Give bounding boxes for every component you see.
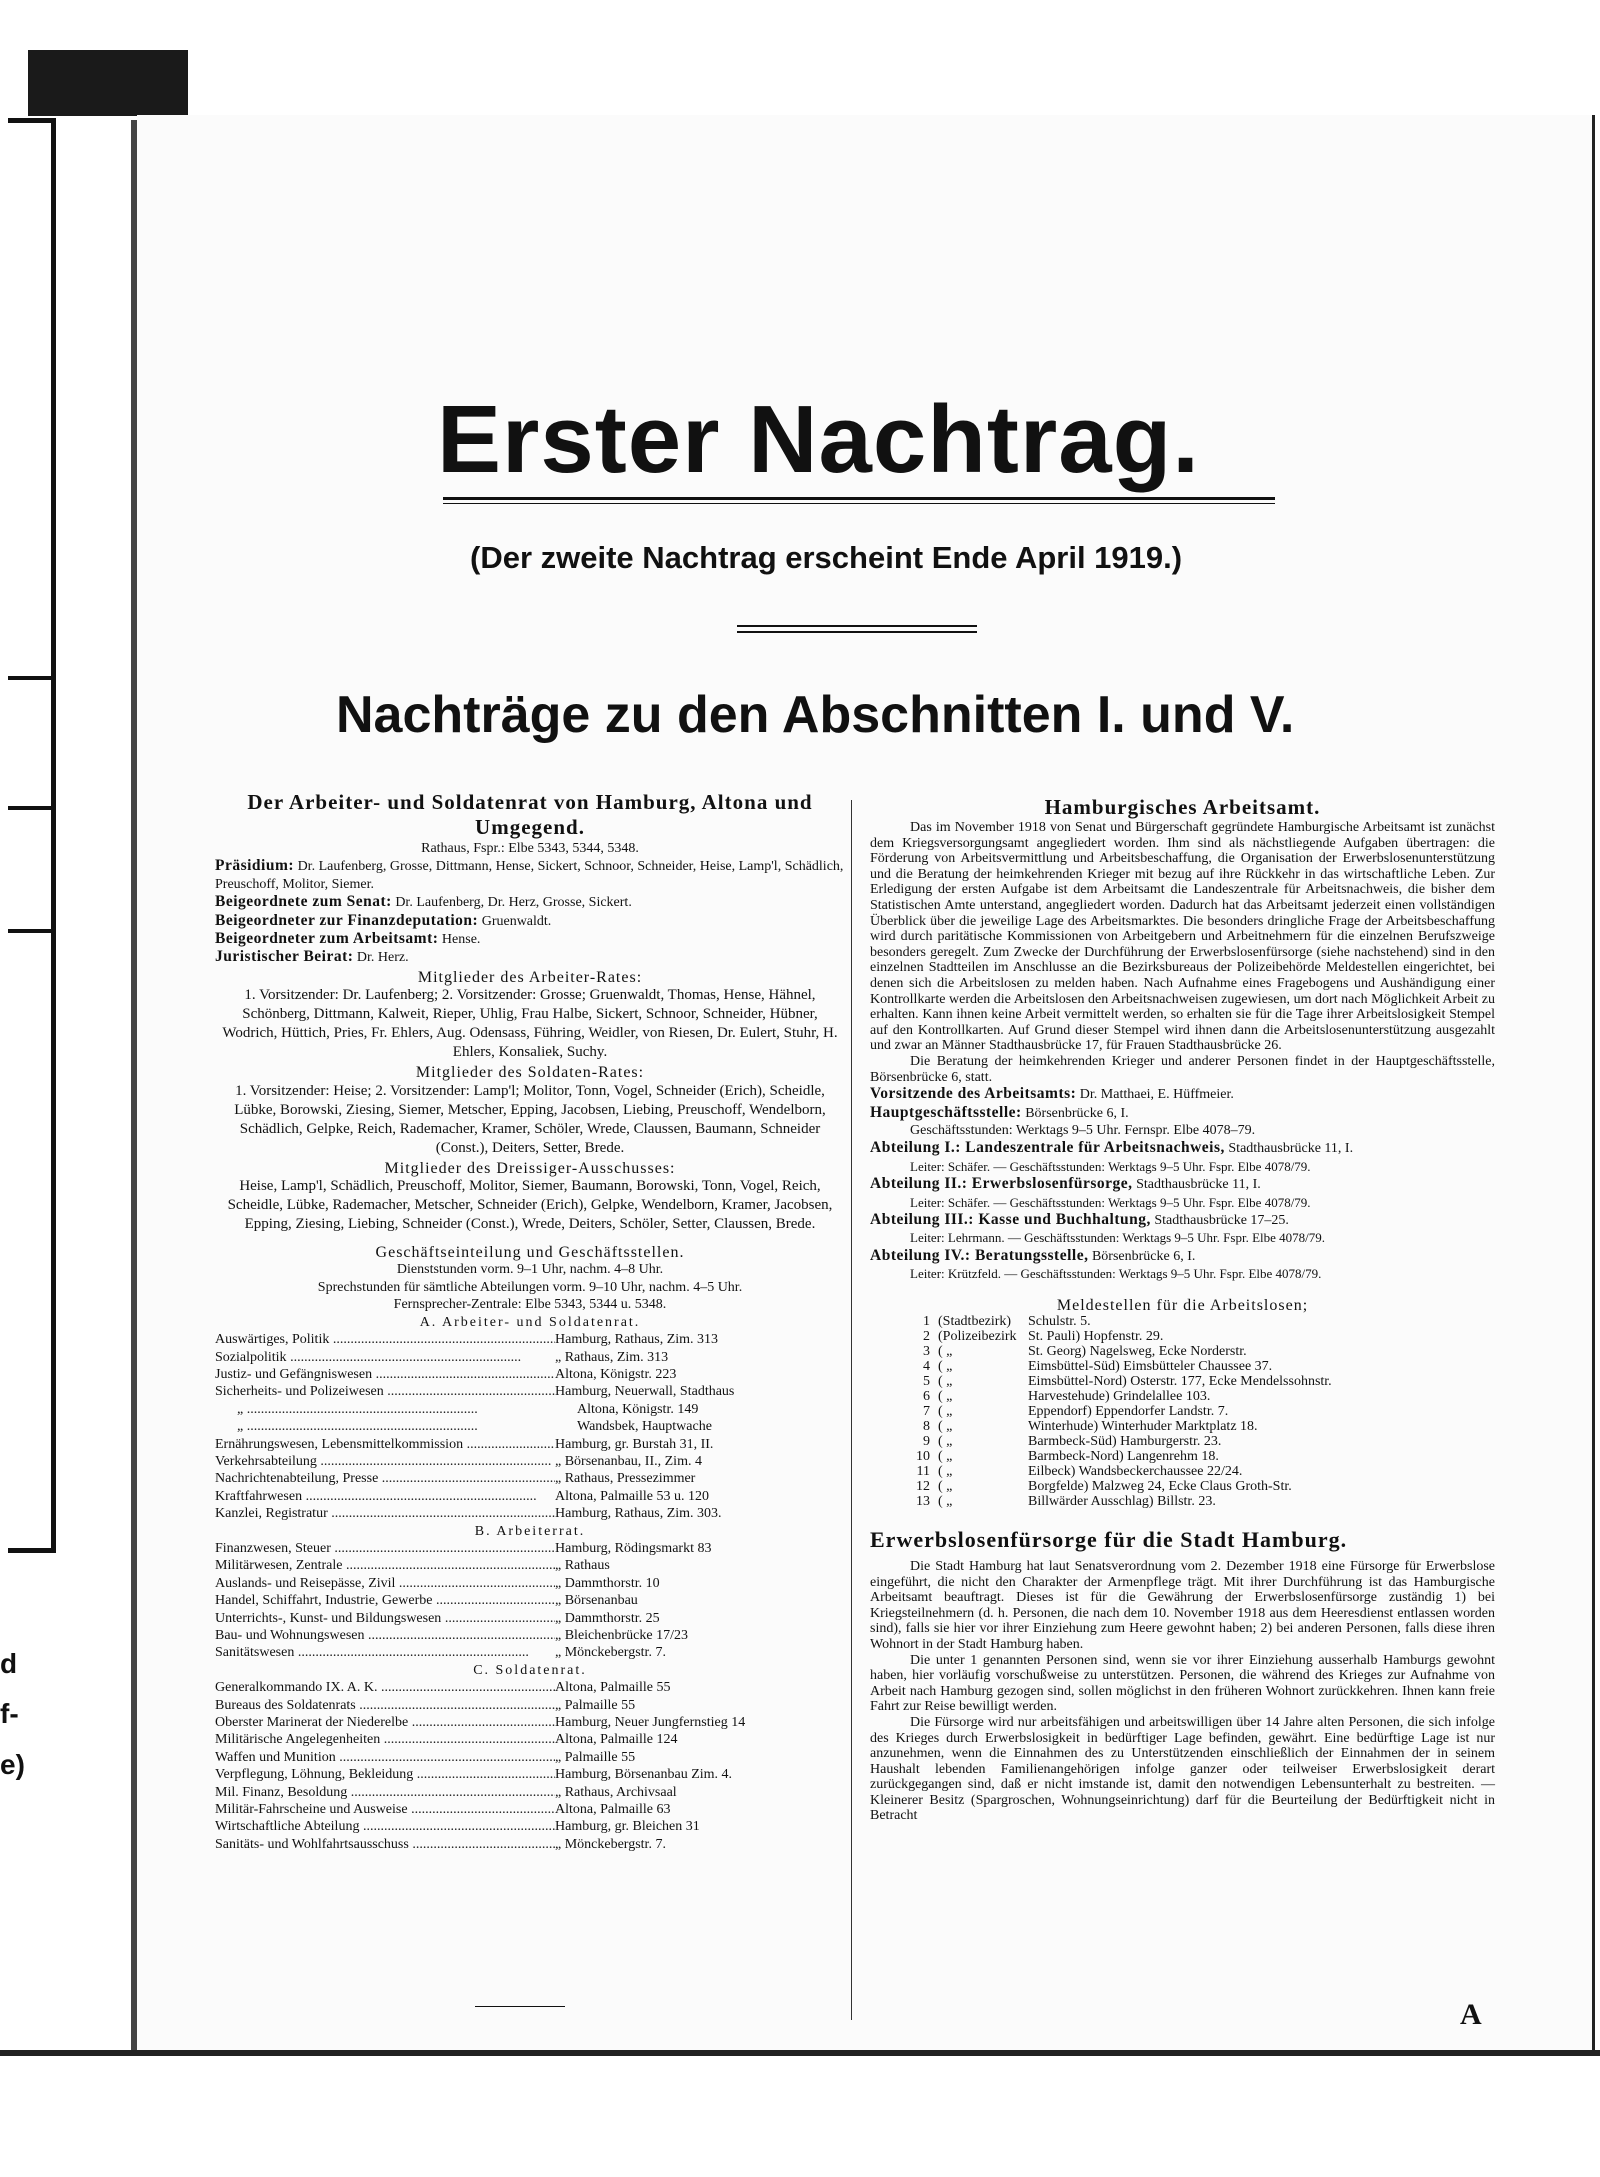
list-item: 4 ( „ Eimsbüttel-Süd) Eimsbütteler Chaussee 37. [923,1358,1273,1374]
section-b-title: B. Arbeiterrat. [474,1523,586,1539]
arbeitsamt-intro: Das im November 1918 von Senat und Bürgerschaft gegründete Hamburgische Arbeitsamt ist zunächst dem Kriegsversorgungsamt angegliedert worden. Ihm sind als nächstliegende Aufgaben übertragen: die Förderung von Arbeitsvermittlung und Arbeitsbeschaffung, die Organisation der Erwerbslosenunterstützung und die Beratung der heimkehrenden Krieger mit bezug auf ihre Rückkehr in das wirtschaftliche Leben. Zur Erledigung der ersten Aufgabe ist dem Arbeitsamt die Landeszentrale für Arbeitsnachweis, die bisher dem Statistischen Amte unterstand, angegliedert worden. Dadurch hat das Arbeitsamt jederzeit einen vollständigen Überblick über die jeweilige Lage des Arbeitsmarktes. Die besonders dringliche Frage der Arbeitsbeschaffung wird durch paritätische Kommissionen von Arbeitgebern und Arbeitnehmern für die einzelnen Berufszweige besonders geregelt. Zum Zwecke der Durchführung der Erwerbslosenfürsorge (siehe nachstehend) sind in den einzelnen Stadtteilen im Anschlusse an die Bezirksbureaus der Polizeibehörde Meldestellen eingerichtet, bei denen sich die Arbeitslosen zu melden haben. Nach Aufnahme eines Fragebogens und Aushändigung einer Kontrollkarte werden die Arbeitslosen den Arbeitsnachweisen zugewiesen, um dort nach Möglichkeit Arbeit zu erhalten. Kann ihnen keine Arbeit vermittelt werden, so erhalten sie für die Tage ihrer Arbeitslosigkeit Stempel auf den Kontrollkarten. Auf Grund dieser Stempel wird ihnen dann die Arbeitslosenunterstützung ausgezahlt und zwar an Männer Stadthausbrücke 17, für Frauen Stadthausbrücke 26. [870,820,1495,1054]
table-row: Verpflegung, Löhnung, Bekleidung ..... Hamburg, Börsenanbau Zim. 4. [215,1766,845,1783]
role-entry: Beigeordneter zum Arbeitsamt: Hense. [215,930,481,948]
left-page-mark: d [0,1648,18,1679]
section-title: Nachträge zu den Abschnitten I. und V. [336,686,1295,744]
table-row: „ ..... Wandsbek, Hauptwache [215,1418,845,1435]
table-row: Auswärtiges, Politik ..... Hamburg, Rathaus, Zim. 313 [215,1331,845,1348]
dreissiger-members: Heise, Lamp'l, Schädlich, Preuschoff, Molitor, Siemer, Baumann, Borowski, Tonn, Vogel, Reich, Scheidle, Lübke, Rademacher, Metscher, Schneider (Erich), Gelpke, Wendelborn, Kramer, Jacobsen, Epping, Ziesing, Liebing, Schneider (Const.), Wrede, Deiters, Schöler, Setter, Claussen, Brede. [227,1178,833,1233]
table-row: Justiz- und Gefängniswesen ..... Altona, Königstr. 223 [215,1366,845,1383]
scan-top-bar [28,50,188,116]
table-row: Bau- und Wohnungswesen ..... „ Bleichenbrücke 17/23 [215,1627,845,1644]
council-address: Rathaus, Fspr.: Elbe 5343, 5344, 5348. [421,841,639,856]
geschaeft-line: Dienststunden vorm. 9–1 Uhr, nachm. 4–8 Uhr. [396,1262,664,1278]
soldatenrat-title: Mitglieder des Soldaten-Rates: [415,1064,645,1082]
title-underline [443,497,1275,504]
left-page-frame [8,118,56,1553]
page-title: Erster Nachtrag. [437,386,1200,493]
arbeitsamt-intro-2: Die Beratung der heimkehrenden Krieger und anderer Personen findet in der Hauptgeschäftsstelle, Börsenbrücke 6, statt. [870,1053,1495,1085]
table-row: Generalkommando IX. A. K. ..... Altona, Palmaille 55 [215,1679,845,1696]
list-item: 10 ( „ Barmbeck-Nord) Langenrehm 18. [916,1448,1219,1464]
table-row: Wirtschaftliche Abteilung ..... Hamburg, gr. Bleichen 31 [215,1818,845,1835]
abteilung-entry: Abteilung I.: Landeszentrale für Arbeitsnachweis, Stadthausbrücke 11, I. [870,1139,1354,1157]
abteilung-entry: Abteilung III.: Kasse und Buchhaltung, Stadthausbrücke 17–25. [870,1210,1289,1228]
table-row: Oberster Marinerat der Niederelbe ..... Hamburg, Neuer Jungfernstieg 14 [215,1714,845,1731]
arbeiterrat-title: Mitglieder des Arbeiter-Rates: [417,968,643,986]
role-entry: Juristischer Beirat: Dr. Herz. [215,948,409,966]
section-a-list [215,1331,845,1522]
table-row: Ernährungswesen, Lebensmittelkommission ..... Hamburg, gr. Burstah 31, II. [215,1436,845,1453]
abteilung-entry: Abteilung II.: Erwerbslosenfürsorge, Stadthausbrücke 11, I. [870,1175,1261,1193]
end-rule [475,2006,565,2007]
erwerbslos-paragraph: Die unter 1 genannten Personen sind, wenn sie vor ihrer Einziehung ausserhalb Hamburgs gewohnt haben, hier vorläufig vorschußweise zu unterstützen. Personen, die während des Krieges zur Aufnahme von Arbeit nach Hamburg gezogen sind, sollen möglichst in den früheren Wohnort zurückkehren. Ihnen kann freie Fahrt zur Reise bewilligt werden. [870,1652,1495,1715]
table-row: Bureaus des Soldatenrats ..... „ Palmaille 55 [215,1697,845,1714]
haupt-hours: Geschäftsstunden: Werktags 9–5 Uhr. Fernspr. Elbe 4078–79. [910,1122,1256,1138]
abteilung-details: Leiter: Krützfeld. — Geschäftsstunden: Werktags 9–5 Uhr. Fspr. Elbe 4078/79. [910,1266,1322,1282]
dreissiger-title: Mitglieder des Dreissiger-Ausschusses: [384,1159,676,1177]
page-subtitle: (Der zweite Nachtrag erscheint Ende April 1919.) [470,540,1183,575]
separator-rule [737,625,977,633]
erwerbslos-paragraph: Die Stadt Hamburg hat laut Senatsverordnung vom 2. Dezember 1918 eine Fürsorge für Erwerbslose eingeführt, die nicht den Charakter der Armenpflege trägt. Mit ihrer Durchführung ist das Hamburgische Arbeitsamt beauftragt. Dieses ist für die Gewährung der Erwerbslosenfürsorge zuständig 1) bei Kriegsteilnehmern (d. h. Personen, die nach dem 10. November 1918 aus dem Heeresdienst entlassen worden sind), falls sie hier vor ihrer Einziehung zum Heere gewohnt haben; 2) bei anderen Personen, falls diese ihren Wohnort in der Stadt Hamburg haben. [870,1558,1495,1652]
arbeitsamt-heading: Hamburgisches Arbeitsamt. [1044,795,1321,819]
table-row: Auslands- und Reisepässe, Zivil ..... „ Dammthorstr. 10 [215,1575,845,1592]
table-row: Sanitäts- und Wohlfahrtsausschuss ..... „ Mönckebergstr. 7. [215,1836,845,1853]
meldestellen-title: Meldestellen für die Arbeitslosen; [1056,1296,1309,1314]
role-entry: Präsidium: Dr. Laufenberg, Grosse, Dittmann, Hense, Sickert, Schnoor, Schneider, Heise, Lamp'l, Schädlich, Preuschoff, Molitor, Siemer. [215,857,844,892]
list-item: 5 ( „ Eimsbüttel-Nord) Osterstr. 177, Ecke Mendelssohnstr. [923,1373,1332,1389]
signature-letter: A [1460,1998,1482,2031]
geschaeft-title: Geschäftseinteilung und Geschäftsstellen. [375,1244,685,1262]
geschaeft-line: Fernsprecher-Zentrale: Elbe 5343, 5344 u. 5348. [393,1297,667,1313]
abteilung-entry: Abteilung IV.: Beratungsstelle, Börsenbrücke 6, I. [870,1246,1196,1264]
abteilung-details: Leiter: Schäfer. — Geschäftsstunden: Werktags 9–5 Uhr. Fspr. Elbe 4078/79. [910,1194,1311,1210]
meldestellen-list [870,1314,1495,1509]
geschaeft-line: Sprechstunden für sämtliche Abteilungen vorm. 9–10 Uhr, nachm. 4–5 Uhr. [317,1279,743,1295]
list-item: 6 ( „ Harvestehude) Grindelallee 103. [923,1388,1211,1404]
list-item: 1 (Stadtbezirk) Schulstr. 5. [923,1313,1091,1329]
section-c-title: C. Soldatenrat. [473,1662,587,1678]
role-entry: Beigeordneter zur Finanzdeputation: Gruenwaldt. [215,911,552,929]
table-row: Sicherheits- und Polizeiwesen ..... Hamburg, Neuerwall, Stadthaus [215,1383,845,1400]
erwerbslos-paragraph: Die Fürsorge wird nur arbeitsfähigen und arbeitswilligen über 14 Jahre alten Personen, die sich infolge des Krieges durch Erwerbslosigkeit in bedürftiger Lage befinden, gewährt. Eine bedürftige Lage ist nur anzunehmen, wenn die Einnahmen des zu Unterstützenden einschließlich der Einnahmen der in seinem Haushalt lebenden Familienangehörigen infolge ganzer oder teilweiser Erwerbslosigkeit derart zurückgegangen sind, daß er nicht imstande ist, damit den notwendigen Lebensunterhalt zu bestreiten. — Kleinerer Besitz (Spargroschen, Wohnungseinrichtung) darf für die Beurteilung der Bedürftigkeit nicht in Betracht [870,1714,1495,1824]
abteilung-details: Leiter: Lehrmann. — Geschäftsstunden: Werktags 9–5 Uhr. Fspr. Elbe 4078/79. [910,1230,1325,1246]
left-page-mark: f- [0,1698,19,1729]
soldatenrat-members: 1. Vorsitzender: Heise; 2. Vorsitzender: Lamp'l; Molitor, Tonn, Vogel, Schneider (Erich), Scheidle, Lübke, Borowski, Ziesing, Siemer, Metscher, Epping, Jacobsen, Liebing, Preuschoff, Wendelborn, Schädlich, Gelpke, Reich, Rademacher, Kramer, Schöler, Wrede, Claussen, Baumann, Schneider (Const.), Deiters, Setter, Brede. [234,1082,826,1156]
table-row: Mil. Finanz, Besoldung ..... „ Rathaus, Archivsaal [215,1784,845,1801]
right-column [870,795,1495,1824]
erwerbslos-heading: Erwerbslosenfürsorge für die Stadt Hamburg. [870,1526,1348,1552]
vorsitz-entry: Vorsitzende des Arbeitsamts: Dr. Matthaei, E. Hüffmeier. [870,1085,1234,1103]
left-page-mark: e) [0,1749,25,1780]
table-row: Sozialpolitik ..... „ Rathaus, Zim. 313 [215,1349,845,1366]
table-row: Sanitätswesen ..... „ Mönckebergstr. 7. [215,1644,845,1661]
table-row: Unterrichts-, Kunst- und Bildungswesen ..... „ Dammthorstr. 25 [215,1610,845,1627]
table-row: Finanzwesen, Steuer ..... Hamburg, Rödingsmarkt 83 [215,1540,845,1557]
role-entry: Beigeordnete zum Senat: Dr. Laufenberg, Dr. Herz, Grosse, Sickert. [215,893,632,911]
table-row: Handel, Schiffahrt, Industrie, Gewerbe ..... „ Börsenanbau [215,1592,845,1609]
list-item: 7 ( „ Eppendorf) Eppendorfer Landstr. 7. [923,1403,1229,1419]
table-row: Militärwesen, Zentrale ..... „ Rathaus [215,1557,845,1574]
column-divider [851,800,852,2020]
table-row: Waffen und Munition ..... „ Palmaille 55 [215,1749,845,1766]
table-row: Verkehrsabteilung ..... „ Börsenanbau, II., Zim. 4 [215,1453,845,1470]
list-item: 8 ( „ Winterhude) Winterhuder Marktplatz 18. [923,1418,1258,1434]
section-b-list [215,1540,845,1662]
scan-bottom-bar [0,2050,1600,2056]
table-row: Militärische Angelegenheiten ..... Altona, Palmaille 124 [215,1731,845,1748]
haupt-entry: Hauptgeschäftsstelle: Börsenbrücke 6, I. [870,1103,1129,1121]
list-item: 9 ( „ Barmbeck-Süd) Hamburgerstr. 23. [923,1433,1222,1449]
table-row: Kraftfahrwesen ..... Altona, Palmaille 53 u. 120 [215,1488,845,1505]
arbeiterrat-members: 1. Vorsitzender: Dr. Laufenberg; 2. Vorsitzender: Grosse; Gruenwaldt, Thomas, Hense, Hähnel, Schönberg, Dittmann, Kalweit, Rieper, Uhlig, Frau Halbe, Sickert, Schnoor, Schneider, Hübner, Wodrich, Hüttich, Pries, Fr. Ehlers, Aug. Odensass, Führing, Weidler, von Riesen, Dr. Eulert, Stuhr, H. Ehlers, Konsaliek, Suchy. [222,987,838,1061]
list-item: 3 ( „ St. Georg) Nagelsweg, Ecke Norderstr. [923,1343,1247,1359]
section-a-title: A. Arbeiter- und Soldatenrat. [419,1314,641,1330]
table-row: „ ..... Altona, Königstr. 149 [215,1401,845,1418]
table-row: Militär-Fahrscheine und Ausweise ..... Altona, Palmaille 63 [215,1801,845,1818]
council-heading: Der Arbeiter- und Soldatenrat von Hamburg, Altona und Umgegend. [247,790,813,839]
section-c-list [215,1679,845,1853]
left-column [215,790,845,1853]
list-item: 13 ( „ Billwärder Ausschlag) Billstr. 23. [916,1493,1216,1509]
table-row: Nachrichtenabteilung, Presse ..... „ Rathaus, Pressezimmer [215,1470,845,1487]
table-row: Kanzlei, Registratur ..... Hamburg, Rathaus, Zim. 303. [215,1505,845,1522]
list-item: 2 (Polizeibezirk St. Pauli) Hopfenstr. 29. [923,1328,1164,1344]
abteilung-details: Leiter: Schäfer. — Geschäftsstunden: Werktags 9–5 Uhr. Fspr. Elbe 4078/79. [910,1158,1311,1174]
list-item: 12 ( „ Borgfelde) Malzweg 24, Ecke Claus Groth-Str. [916,1478,1292,1494]
list-item: 11 ( „ Eilbeck) Wandsbeckerchaussee 22/24. [916,1463,1243,1479]
